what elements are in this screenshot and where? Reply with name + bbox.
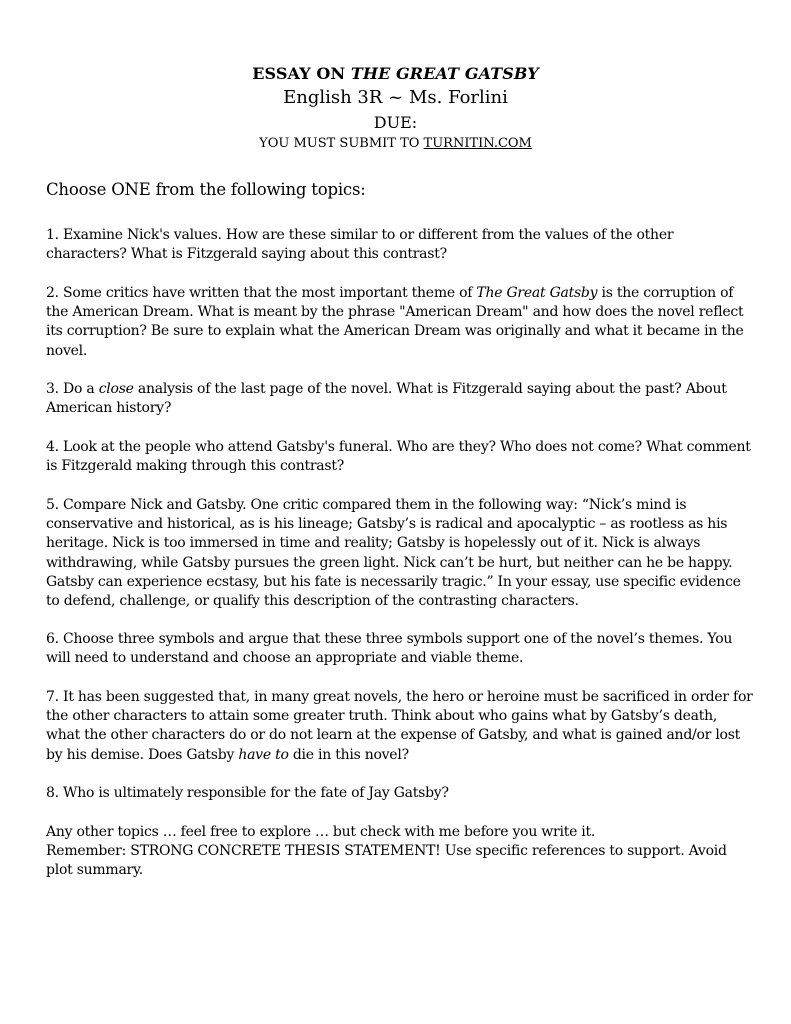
closing-line-2: Remember: STRONG CONCRETE THESIS STATEMENT! Use specific references to support. Avoid plot summary. [46, 843, 727, 879]
topic-7-part-a: 7. It has been suggested that, in many great novels, the hero or heroine must be sacrificed in order for the other characters to attain some greater truth. Think about who gains what by Gatsby’s death, what the other characters do or do not learn at the expense of Gatsby, and what is gained and/or lost by his demise. Does Gatsby [46, 689, 753, 763]
closing-notes [46, 823, 754, 881]
submit-prefix: YOU MUST SUBMIT TO [259, 136, 424, 151]
topic-7-emphasis: have to [238, 746, 289, 763]
due-label: DUE: [373, 113, 418, 132]
topic-3-part-a: 3. Do a [46, 381, 99, 397]
topic-7 [46, 688, 754, 765]
course-subtitle: English 3R ~ Ms. Forlini [283, 87, 508, 108]
turnitin-link[interactable]: TURNITIN.COM [423, 136, 532, 151]
topic-3 [46, 380, 754, 418]
topic-5: 5. Compare Nick and Gatsby. One critic compared them in the following way: “Nick’s mind is conservative and historical, as is his lineage; Gatsby’s is radical and apocalyptic – as rootless as his heritage. Nick is too immersed in time and reality; Gatsby is hopelessly out of it. Nick is always withdrawing, while Gatsby pursues the green light. Nick can’t be hurt, but neither can he be happy. Gatsby can experience ecstasy, but his fate is necessarily tragic.” In your essay, use specific evidence to defend, challenge, or qualify this description of the contrasting characters. [46, 497, 741, 610]
topic-2-part-b: is the corruption of the American Dream. What is meant by the phrase "American Dream" and how does the novel reflect its corruption? Be sure to explain what the American Dream was originally and what it became in the novel. [46, 285, 744, 359]
topic-4: 4. Look at the people who attend Gatsby's funeral. Who are they? Who does not come? What comment is Fitzgerald making through this contrast? [46, 439, 751, 475]
topics-intro: Choose ONE from the following topics: [46, 180, 366, 199]
title-book-name: THE GREAT GATSBY [350, 64, 539, 83]
topic-7-part-b: die in this novel? [288, 746, 409, 763]
closing-line-1: Any other topics … feel free to explore … but check with me before you write it. [46, 824, 596, 840]
topic-2-part-a: 2. Some critics have written that the most important theme of [46, 285, 477, 301]
topic-3-part-b: analysis of the last page of the novel. What is Fitzgerald saying about the past? About American history? [46, 381, 727, 417]
topic-6: 6. Choose three symbols and argue that these three symbols support one of the novel’s themes. You will need to understand and choose an appropriate and viable theme. [46, 631, 733, 667]
title-prefix: ESSAY ON [252, 64, 351, 83]
topic-2-book-name: The Great Gatsby [476, 285, 598, 301]
topic-2 [46, 284, 754, 361]
topic-3-emphasis: close [98, 381, 134, 397]
submit-instruction [0, 136, 791, 151]
topic-8: 8. Who is ultimately responsible for the fate of Jay Gatsby? [46, 785, 449, 801]
essay-title [0, 64, 791, 83]
topic-1: 1. Examine Nick's values. How are these similar to or different from the values of the other characters? What is Fitzgerald saying about this contrast? [46, 227, 674, 263]
